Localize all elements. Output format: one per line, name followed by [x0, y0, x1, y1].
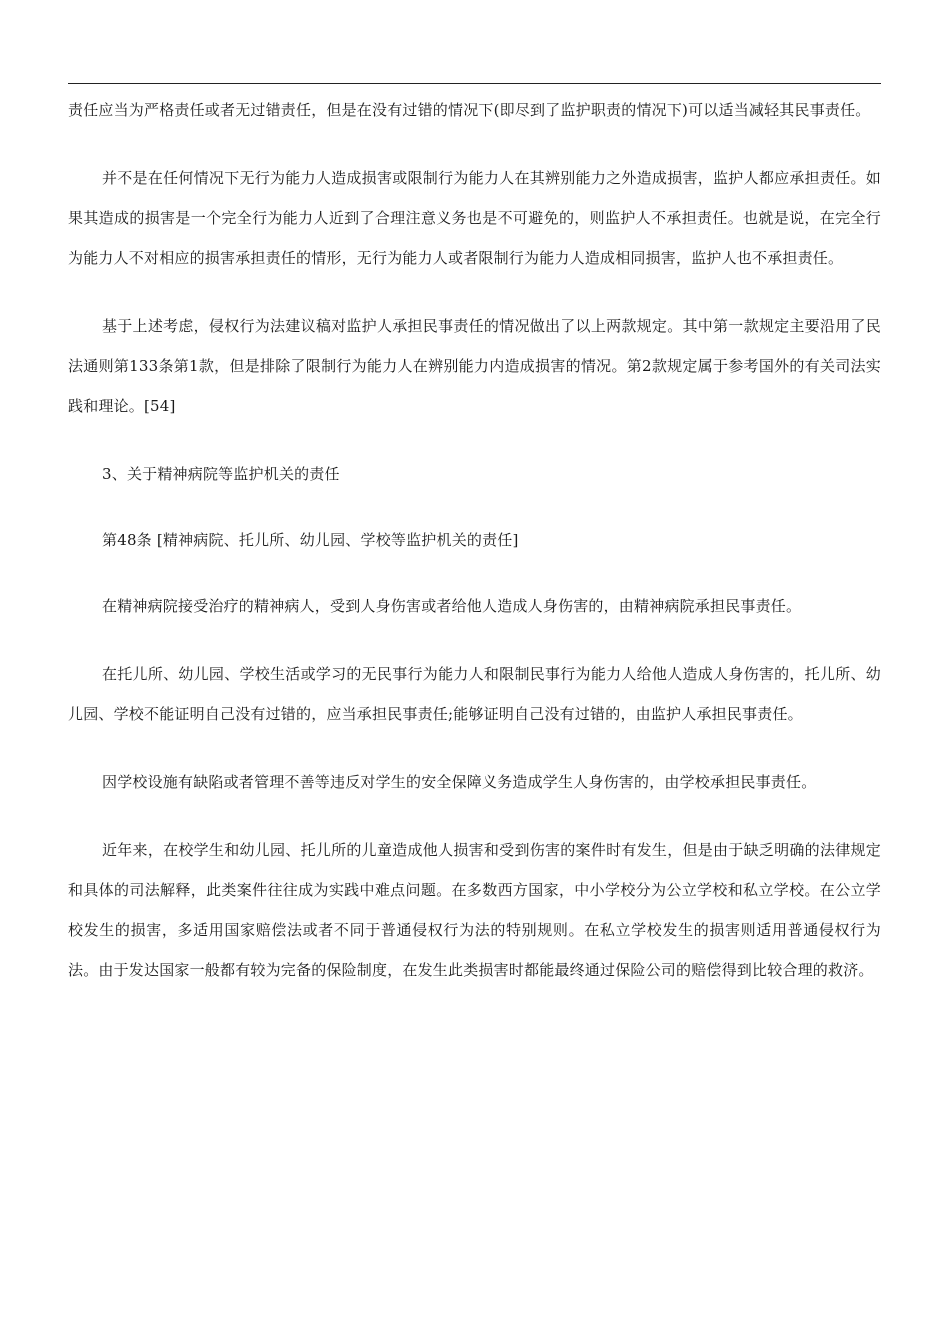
paragraph-5: 在托儿所、幼儿园、学校生活或学习的无民事行为能力人和限制民事行为能力人给他人造成人身伤害的，托儿所、幼儿园、学校不能证明自己没有过错的，应当承担民事责任;能够证明自己没有过错的，由监护人承担民事责任。 — [68, 665, 881, 723]
header-rule — [68, 83, 881, 84]
paragraph-4: 在精神病院接受治疗的精神病人，受到人身伤害或者给他人造成人身伤害的，由精神病院承担民事责任。 — [102, 597, 802, 615]
article-heading: 第48条 [精神病院、托儿所、幼儿园、学校等监护机关的责任] — [102, 531, 519, 549]
paragraph-7: 近年来，在校学生和幼儿园、托儿所的儿童造成他人损害和受到伤害的案件时有发生，但是由于缺乏明确的法律规定和具体的司法解释，此类案件往往成为实践中难点问题。在多数西方国家，中小学校分为公立学校和私立学校。在公立学校发生的损害，多适用国家赔偿法或者不同于普通侵权行为法的特别规则。在私立学校发生的损害则适用普通侵权行为法。由于发达国家一般都有较为完备的保险制度，在发生此类损害时都能最终通过保险公司的赔偿得到比较合理的救济。 — [68, 841, 881, 979]
paragraph-3: 基于上述考虑，侵权行为法建议稿对监护人承担民事责任的情况做出了以上两款规定。其中第一款规定主要沿用了民法通则第133条第1款，但是排除了限制行为能力人在辨别能力内造成损害的情况。第2款规定属于参考国外的有关司法实践和理论。[54] — [68, 317, 881, 415]
paragraph-2: 并不是在任何情况下无行为能力人造成损害或限制行为能力人在其辨别能力之外造成损害，监护人都应承担责任。如果其造成的损害是一个完全行为能力人近到了合理注意义务也是不可避免的，则监护人不承担责任。也就是说，在完全行为能力人不对相应的损害承担责任的情形，无行为能力人或者限制行为能力人造成相同损害，监护人也不承担责任。 — [68, 169, 881, 267]
paragraph-1: 责任应当为严格责任或者无过错责任，但是在没有过错的情况下(即尽到了监护职责的情况下)可以适当减轻其民事责任。 — [68, 101, 871, 119]
document-body — [68, 90, 881, 990]
paragraph-6: 因学校设施有缺陷或者管理不善等违反对学生的安全保障义务造成学生人身伤害的，由学校承担民事责任。 — [102, 773, 817, 791]
section-heading: 3、关于精神病院等监护机关的责任 — [102, 465, 340, 483]
